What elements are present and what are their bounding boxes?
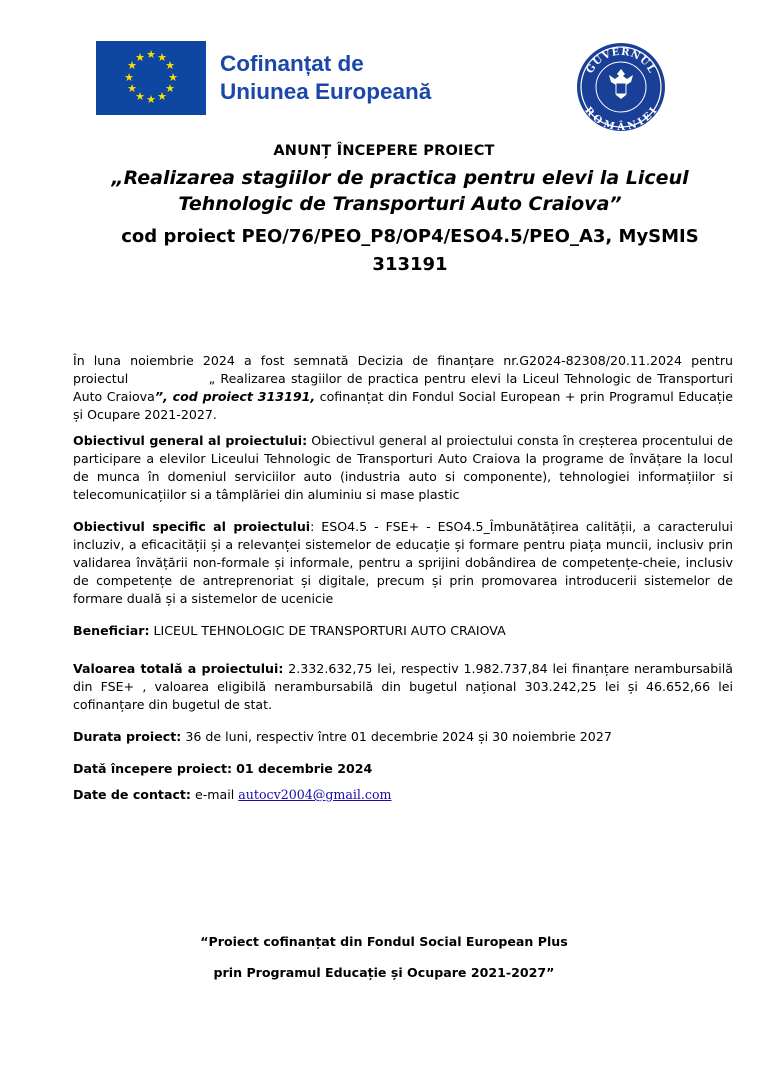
- contact-email-link[interactable]: autocv2004@gmail.com: [238, 787, 392, 802]
- contact-details: Date de contact: e-mail autocv2004@gmail.com: [73, 787, 392, 802]
- gov-seal-bottom-text: ROMÂNIEI: [582, 105, 661, 133]
- svg-text:★: ★: [135, 90, 145, 103]
- gov-seal-top-text: GUVERNUL: [584, 46, 658, 76]
- project-title: „Realizarea stagiilor de practica pentru elevi la Liceul Tehnologic de Transporturi Auto Craiova”: [111, 167, 689, 215]
- project-code: cod proiect PEO/76/PEO_P8/OP4/ESO4.5/PEO_A3, MySMIS 313191: [121, 226, 699, 275]
- eu-logo-line2: Uniunea Europeană: [220, 79, 432, 104]
- svg-text:★: ★: [146, 93, 156, 106]
- eu-flag-icon: [96, 41, 206, 115]
- svg-text:★: ★: [135, 51, 145, 64]
- eu-cofinancing-logo: [96, 40, 482, 116]
- general-objective: Obiectivul general al proiectului: Obiectivul general al proiectului consta în creșterea procentului de participare a elevilor Liceului Tehnologic de Transporturi Auto Craiova la programe de învățare la locul de munca în domeniul serviciilor auto (industria auto si componente), tehnologiei informațiilor si telecomunicațiilor si a tâmplăriei din aluminiu si mase plastic: [73, 433, 733, 502]
- announcement-heading: ANUNȚ ÎNCEPERE PROIECT: [273, 143, 495, 159]
- romanian-government-seal: [575, 41, 667, 133]
- svg-text:★: ★: [165, 82, 175, 95]
- svg-text:★: ★: [146, 48, 156, 61]
- eu-logo-line1: Cofinanțat de: [220, 51, 364, 76]
- footer-line2: prin Programul Educație și Ocupare 2021-2027”: [213, 965, 555, 980]
- eu-logo-text: [220, 50, 431, 106]
- specific-objective: Obiectivul specific al proiectului: ESO4.5 - FSE+ - ESO4.5_Îmbunătățirea calității, a caracterului incluziv, a eficacității și a relevanței sistemelor de educație și formare pentru piața muncii, inclusiv prin validarea învățării non-formale și informale, pentru a sprijini dobândirea de competențe-cheie, inclusiv de competențe de antreprenoriat și digitale, precum și prin promovarea introducerii sistemelor de formare duală și a sistemelor de ucenicie: [73, 519, 733, 606]
- contact-label: Date de contact:: [73, 787, 191, 802]
- svg-text:★: ★: [157, 51, 167, 64]
- project-start-date: Dată începere proiect: 01 decembrie 2024: [73, 761, 373, 776]
- project-value-label: Valoarea totală a proiectului:: [73, 661, 284, 676]
- intro-paragraph: În luna noiembrie 2024 a fost semnată Decizia de finanțare nr.G2024-82308/20.11.2024 pentru proiectul „ Realizarea stagiilor de practica pentru elevi la Liceul Tehnologic de Transporturi Auto Craiova”, cod proiect 313191, cofinanțat din Fondul Social European + prin Programul Educație și Ocupare 2021-2027.: [73, 353, 733, 422]
- beneficiary-label: Beneficiar:: [73, 623, 150, 638]
- svg-text:★: ★: [157, 90, 167, 103]
- svg-text:★: ★: [127, 82, 137, 95]
- document-body: [73, 352, 733, 812]
- svg-text:★: ★: [165, 59, 175, 72]
- svg-text:★: ★: [127, 59, 137, 72]
- project-duration: Durata proiect: 36 de luni, respectiv între 01 decembrie 2024 și 30 noiembrie 2027: [73, 729, 612, 744]
- project-start-label: Dată începere proiect:: [73, 761, 233, 776]
- project-duration-label: Durata proiect:: [73, 729, 182, 744]
- footer-line1: “Proiect cofinanțat din Fondul Social European Plus: [200, 934, 568, 949]
- general-objective-label: Obiectivul general al proiectului:: [73, 433, 308, 448]
- beneficiary: Beneficiar: LICEUL TEHNOLOGIC DE TRANSPORTURI AUTO CRAIOVA: [73, 623, 506, 638]
- svg-text:★: ★: [168, 71, 178, 84]
- specific-objective-label: Obiectivul specific al proiectului: [73, 519, 311, 534]
- project-value: Valoarea totală a proiectului: 2.332.632,75 lei, respectiv 1.982.737,84 lei finanțare nerambursabilă din FSE+ , valoarea eligibilă nerambursabilă din bugetul național 303.242,25 lei și 46.652,66 lei cofinanțare din bugetul de stat.: [73, 661, 733, 712]
- svg-text:★: ★: [124, 71, 134, 84]
